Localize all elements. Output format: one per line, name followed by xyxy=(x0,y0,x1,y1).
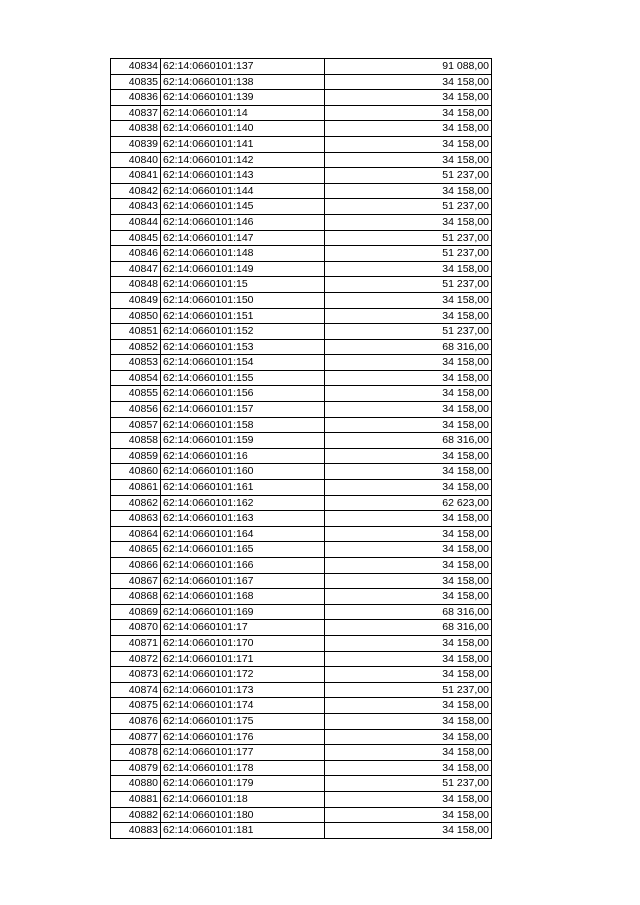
value-cell: 34 158,00 xyxy=(325,511,492,527)
table-row xyxy=(111,729,492,745)
row-number-cell: 40859 xyxy=(111,448,161,464)
value-cell: 34 158,00 xyxy=(325,90,492,106)
cadastral-number-cell: 62:14:0660101:155 xyxy=(161,370,325,386)
row-number-cell: 40845 xyxy=(111,230,161,246)
cadastral-number-cell: 62:14:0660101:161 xyxy=(161,480,325,496)
row-number-cell: 40851 xyxy=(111,324,161,340)
table-row xyxy=(111,90,492,106)
value-cell: 51 237,00 xyxy=(325,776,492,792)
row-number-cell: 40883 xyxy=(111,823,161,839)
value-cell: 51 237,00 xyxy=(325,324,492,340)
cadastral-number-cell: 62:14:0660101:177 xyxy=(161,745,325,761)
cadastral-number-cell: 62:14:0660101:159 xyxy=(161,433,325,449)
table-row xyxy=(111,261,492,277)
value-cell: 51 237,00 xyxy=(325,199,492,215)
table-row xyxy=(111,105,492,121)
cadastral-number-cell: 62:14:0660101:148 xyxy=(161,246,325,262)
value-cell: 62 623,00 xyxy=(325,495,492,511)
cadastral-number-cell: 62:14:0660101:167 xyxy=(161,573,325,589)
table-row xyxy=(111,448,492,464)
table-row xyxy=(111,308,492,324)
value-cell: 68 316,00 xyxy=(325,339,492,355)
cadastral-number-cell: 62:14:0660101:157 xyxy=(161,402,325,418)
table-row xyxy=(111,433,492,449)
table-row xyxy=(111,682,492,698)
table-row xyxy=(111,713,492,729)
table-row xyxy=(111,558,492,574)
row-number-cell: 40853 xyxy=(111,355,161,371)
cadastral-number-cell: 62:14:0660101:16 xyxy=(161,448,325,464)
row-number-cell: 40857 xyxy=(111,417,161,433)
table-row xyxy=(111,464,492,480)
value-cell: 51 237,00 xyxy=(325,230,492,246)
value-cell: 34 158,00 xyxy=(325,183,492,199)
row-number-cell: 40873 xyxy=(111,667,161,683)
table-row xyxy=(111,168,492,184)
row-number-cell: 40841 xyxy=(111,168,161,184)
cadastral-number-cell: 62:14:0660101:175 xyxy=(161,713,325,729)
row-number-cell: 40852 xyxy=(111,339,161,355)
value-cell: 34 158,00 xyxy=(325,807,492,823)
value-cell: 34 158,00 xyxy=(325,573,492,589)
cadastral-number-cell: 62:14:0660101:170 xyxy=(161,635,325,651)
value-cell: 34 158,00 xyxy=(325,698,492,714)
table-row xyxy=(111,246,492,262)
row-number-cell: 40871 xyxy=(111,635,161,651)
row-number-cell: 40843 xyxy=(111,199,161,215)
value-cell: 34 158,00 xyxy=(325,74,492,90)
value-cell: 34 158,00 xyxy=(325,386,492,402)
cadastral-number-cell: 62:14:0660101:174 xyxy=(161,698,325,714)
row-number-cell: 40877 xyxy=(111,729,161,745)
cadastral-table xyxy=(110,58,492,839)
cadastral-number-cell: 62:14:0660101:15 xyxy=(161,277,325,293)
cadastral-number-cell: 62:14:0660101:166 xyxy=(161,558,325,574)
table-row xyxy=(111,277,492,293)
table-row xyxy=(111,152,492,168)
row-number-cell: 40865 xyxy=(111,542,161,558)
table-row xyxy=(111,620,492,636)
row-number-cell: 40864 xyxy=(111,526,161,542)
value-cell: 51 237,00 xyxy=(325,246,492,262)
row-number-cell: 40862 xyxy=(111,495,161,511)
cadastral-number-cell: 62:14:0660101:158 xyxy=(161,417,325,433)
row-number-cell: 40858 xyxy=(111,433,161,449)
cadastral-number-cell: 62:14:0660101:145 xyxy=(161,199,325,215)
value-cell: 34 158,00 xyxy=(325,370,492,386)
table-row xyxy=(111,760,492,776)
value-cell: 34 158,00 xyxy=(325,105,492,121)
table-row xyxy=(111,589,492,605)
value-cell: 34 158,00 xyxy=(325,745,492,761)
value-cell: 34 158,00 xyxy=(325,417,492,433)
value-cell: 34 158,00 xyxy=(325,589,492,605)
value-cell: 51 237,00 xyxy=(325,168,492,184)
cadastral-number-cell: 62:14:0660101:164 xyxy=(161,526,325,542)
table-row xyxy=(111,573,492,589)
row-number-cell: 40840 xyxy=(111,152,161,168)
table-row xyxy=(111,745,492,761)
row-number-cell: 40854 xyxy=(111,370,161,386)
row-number-cell: 40860 xyxy=(111,464,161,480)
row-number-cell: 40838 xyxy=(111,121,161,137)
row-number-cell: 40879 xyxy=(111,760,161,776)
table-row xyxy=(111,417,492,433)
value-cell: 34 158,00 xyxy=(325,402,492,418)
row-number-cell: 40850 xyxy=(111,308,161,324)
cadastral-number-cell: 62:14:0660101:151 xyxy=(161,308,325,324)
value-cell: 34 158,00 xyxy=(325,308,492,324)
table-row xyxy=(111,651,492,667)
row-number-cell: 40872 xyxy=(111,651,161,667)
table-row xyxy=(111,635,492,651)
cadastral-number-cell: 62:14:0660101:17 xyxy=(161,620,325,636)
table-row xyxy=(111,480,492,496)
cadastral-number-cell: 62:14:0660101:146 xyxy=(161,214,325,230)
row-number-cell: 40842 xyxy=(111,183,161,199)
cadastral-number-cell: 62:14:0660101:147 xyxy=(161,230,325,246)
cadastral-number-cell: 62:14:0660101:138 xyxy=(161,74,325,90)
value-cell: 51 237,00 xyxy=(325,682,492,698)
row-number-cell: 40855 xyxy=(111,386,161,402)
table-body xyxy=(111,59,492,839)
value-cell: 34 158,00 xyxy=(325,214,492,230)
row-number-cell: 40863 xyxy=(111,511,161,527)
row-number-cell: 40844 xyxy=(111,214,161,230)
row-number-cell: 40869 xyxy=(111,604,161,620)
table-row xyxy=(111,776,492,792)
value-cell: 34 158,00 xyxy=(325,542,492,558)
table-row xyxy=(111,136,492,152)
cadastral-number-cell: 62:14:0660101:143 xyxy=(161,168,325,184)
value-cell: 91 088,00 xyxy=(325,59,492,75)
cadastral-number-cell: 62:14:0660101:160 xyxy=(161,464,325,480)
table-row xyxy=(111,542,492,558)
cadastral-number-cell: 62:14:0660101:142 xyxy=(161,152,325,168)
table-row xyxy=(111,292,492,308)
table-row xyxy=(111,74,492,90)
cadastral-number-cell: 62:14:0660101:153 xyxy=(161,339,325,355)
cadastral-number-cell: 62:14:0660101:150 xyxy=(161,292,325,308)
row-number-cell: 40836 xyxy=(111,90,161,106)
value-cell: 34 158,00 xyxy=(325,464,492,480)
row-number-cell: 40856 xyxy=(111,402,161,418)
value-cell: 51 237,00 xyxy=(325,277,492,293)
value-cell: 34 158,00 xyxy=(325,791,492,807)
row-number-cell: 40837 xyxy=(111,105,161,121)
cadastral-number-cell: 62:14:0660101:156 xyxy=(161,386,325,402)
table-row xyxy=(111,59,492,75)
value-cell: 34 158,00 xyxy=(325,480,492,496)
cadastral-number-cell: 62:14:0660101:163 xyxy=(161,511,325,527)
row-number-cell: 40867 xyxy=(111,573,161,589)
row-number-cell: 40835 xyxy=(111,74,161,90)
row-number-cell: 40834 xyxy=(111,59,161,75)
value-cell: 34 158,00 xyxy=(325,526,492,542)
cadastral-number-cell: 62:14:0660101:178 xyxy=(161,760,325,776)
table-row xyxy=(111,230,492,246)
value-cell: 34 158,00 xyxy=(325,121,492,137)
cadastral-number-cell: 62:14:0660101:171 xyxy=(161,651,325,667)
row-number-cell: 40861 xyxy=(111,480,161,496)
value-cell: 34 158,00 xyxy=(325,667,492,683)
row-number-cell: 40868 xyxy=(111,589,161,605)
table-row xyxy=(111,121,492,137)
cadastral-number-cell: 62:14:0660101:149 xyxy=(161,261,325,277)
row-number-cell: 40880 xyxy=(111,776,161,792)
row-number-cell: 40870 xyxy=(111,620,161,636)
cadastral-number-cell: 62:14:0660101:169 xyxy=(161,604,325,620)
row-number-cell: 40839 xyxy=(111,136,161,152)
table-row xyxy=(111,791,492,807)
value-cell: 34 158,00 xyxy=(325,651,492,667)
row-number-cell: 40847 xyxy=(111,261,161,277)
cadastral-number-cell: 62:14:0660101:181 xyxy=(161,823,325,839)
value-cell: 34 158,00 xyxy=(325,713,492,729)
table-row xyxy=(111,823,492,839)
cadastral-number-cell: 62:14:0660101:162 xyxy=(161,495,325,511)
table-row xyxy=(111,807,492,823)
cadastral-number-cell: 62:14:0660101:18 xyxy=(161,791,325,807)
table-row xyxy=(111,526,492,542)
value-cell: 68 316,00 xyxy=(325,433,492,449)
row-number-cell: 40876 xyxy=(111,713,161,729)
row-number-cell: 40848 xyxy=(111,277,161,293)
cadastral-number-cell: 62:14:0660101:180 xyxy=(161,807,325,823)
value-cell: 68 316,00 xyxy=(325,604,492,620)
table-row xyxy=(111,183,492,199)
row-number-cell: 40846 xyxy=(111,246,161,262)
cadastral-number-cell: 62:14:0660101:144 xyxy=(161,183,325,199)
row-number-cell: 40874 xyxy=(111,682,161,698)
value-cell: 34 158,00 xyxy=(325,355,492,371)
table-row xyxy=(111,511,492,527)
row-number-cell: 40875 xyxy=(111,698,161,714)
table-row xyxy=(111,604,492,620)
value-cell: 34 158,00 xyxy=(325,261,492,277)
row-number-cell: 40866 xyxy=(111,558,161,574)
row-number-cell: 40849 xyxy=(111,292,161,308)
value-cell: 34 158,00 xyxy=(325,136,492,152)
row-number-cell: 40881 xyxy=(111,791,161,807)
cadastral-number-cell: 62:14:0660101:152 xyxy=(161,324,325,340)
table-row xyxy=(111,355,492,371)
value-cell: 34 158,00 xyxy=(325,823,492,839)
table-row xyxy=(111,370,492,386)
table-row xyxy=(111,402,492,418)
value-cell: 34 158,00 xyxy=(325,152,492,168)
cadastral-number-cell: 62:14:0660101:165 xyxy=(161,542,325,558)
cadastral-number-cell: 62:14:0660101:140 xyxy=(161,121,325,137)
value-cell: 34 158,00 xyxy=(325,729,492,745)
table-row xyxy=(111,667,492,683)
cadastral-number-cell: 62:14:0660101:154 xyxy=(161,355,325,371)
row-number-cell: 40878 xyxy=(111,745,161,761)
cadastral-number-cell: 62:14:0660101:179 xyxy=(161,776,325,792)
value-cell: 34 158,00 xyxy=(325,635,492,651)
cadastral-number-cell: 62:14:0660101:172 xyxy=(161,667,325,683)
table-row xyxy=(111,324,492,340)
value-cell: 34 158,00 xyxy=(325,558,492,574)
table-row xyxy=(111,339,492,355)
cadastral-number-cell: 62:14:0660101:173 xyxy=(161,682,325,698)
value-cell: 34 158,00 xyxy=(325,292,492,308)
table-row xyxy=(111,495,492,511)
value-cell: 34 158,00 xyxy=(325,448,492,464)
table-row xyxy=(111,214,492,230)
value-cell: 34 158,00 xyxy=(325,760,492,776)
cadastral-number-cell: 62:14:0660101:14 xyxy=(161,105,325,121)
table-row xyxy=(111,199,492,215)
row-number-cell: 40882 xyxy=(111,807,161,823)
table-row xyxy=(111,698,492,714)
cadastral-number-cell: 62:14:0660101:168 xyxy=(161,589,325,605)
table-row xyxy=(111,386,492,402)
value-cell: 68 316,00 xyxy=(325,620,492,636)
cadastral-number-cell: 62:14:0660101:139 xyxy=(161,90,325,106)
cadastral-number-cell: 62:14:0660101:137 xyxy=(161,59,325,75)
cadastral-number-cell: 62:14:0660101:141 xyxy=(161,136,325,152)
cadastral-number-cell: 62:14:0660101:176 xyxy=(161,729,325,745)
